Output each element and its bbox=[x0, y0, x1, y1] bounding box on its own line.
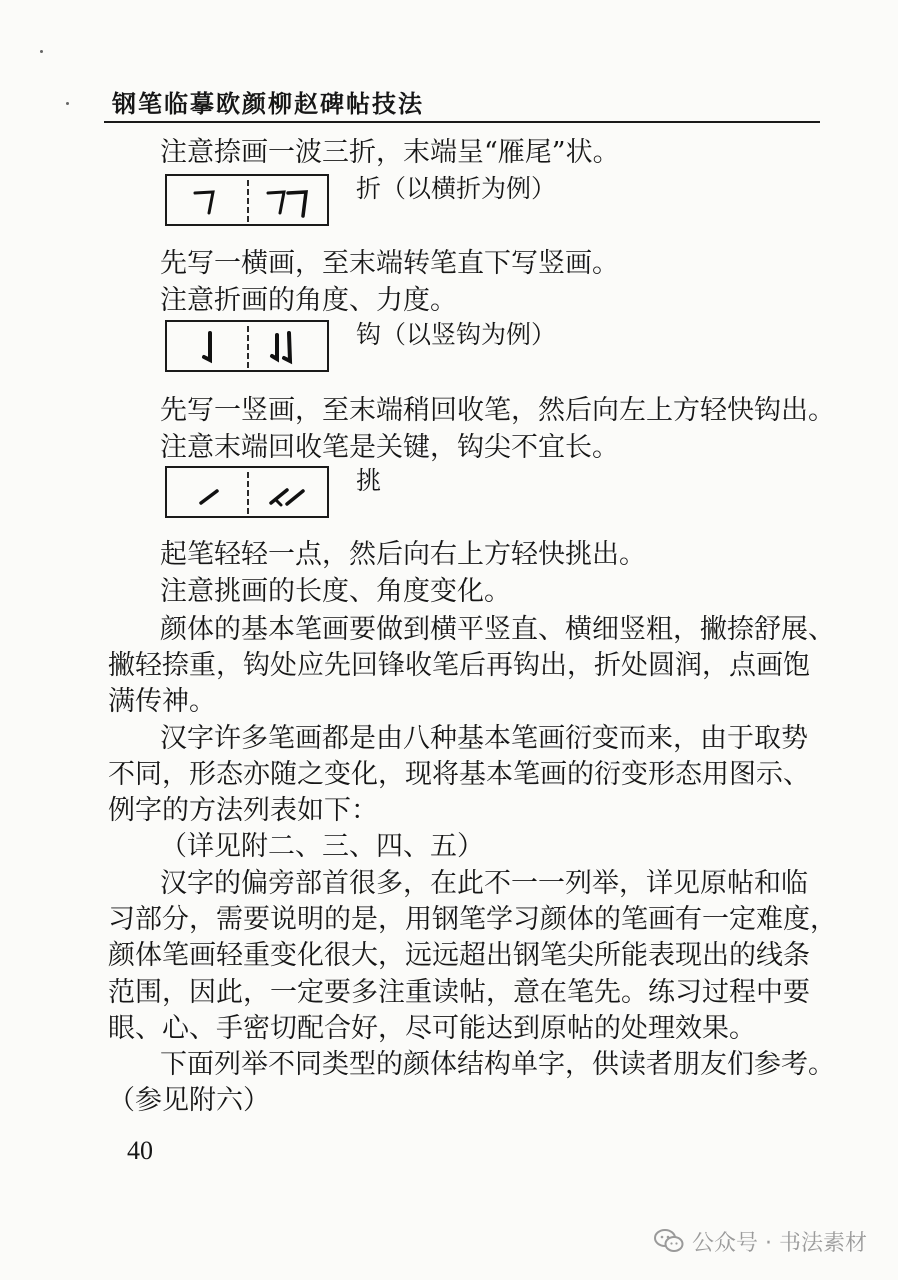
stroke-zhe-double bbox=[262, 181, 322, 221]
stroke-gou-single bbox=[192, 327, 232, 367]
watermark bbox=[654, 1226, 867, 1256]
stroke-zhe-single bbox=[189, 181, 229, 221]
paragraph-line: 汉字许多笔画都是由八种基本笔画衍变而来，由于取势 bbox=[160, 723, 808, 754]
paragraph-line: 颜体笔画轻重变化很大，远远超出钢笔尖所能表现出的线条 bbox=[108, 940, 810, 971]
box-divider bbox=[247, 472, 249, 514]
paragraph-line: 下面列举不同类型的颜体结构单字，供读者朋友们参考。 bbox=[160, 1049, 835, 1080]
paragraph-line: 撇轻捺重，钩处应先回锋收笔后再钩出，折处圆润，点画饱 bbox=[108, 650, 810, 681]
box-divider bbox=[247, 180, 249, 222]
stroke-example-box-tiao bbox=[165, 466, 329, 518]
stroke-gou-double bbox=[265, 327, 325, 367]
paragraph-line: 不同，形态亦随之变化，现将基本笔画的衍变形态用图示、 bbox=[108, 759, 810, 790]
page-number: 40 bbox=[127, 1136, 153, 1165]
paragraph-line: 例字的方法列表如下： bbox=[108, 795, 378, 826]
paragraph-line: 习部分，需要说明的是，用钢笔学习颜体的笔画有一定难度， bbox=[108, 904, 837, 935]
text-line: 先写一竖画，至末端稍回收笔，然后向左上方轻快钩出。 bbox=[160, 395, 835, 426]
paragraph-line: 满传神。 bbox=[108, 686, 216, 717]
paragraph-line: 眼、心、手密切配合好，尽可能达到原帖的处理效果。 bbox=[108, 1013, 756, 1044]
paragraph-line: 汉字的偏旁部首很多，在此不一一列举，详见原帖和临 bbox=[160, 868, 808, 899]
paragraph-line: （详见附二、三、四、五） bbox=[160, 831, 484, 862]
header-rule bbox=[104, 121, 820, 123]
paragraph-line: （参见附六） bbox=[108, 1085, 270, 1116]
text-line: 先写一横画，至末端转笔直下写竖画。 bbox=[160, 248, 619, 279]
stroke-example-box-zhe bbox=[165, 174, 329, 226]
box-label-tiao: 挑 bbox=[356, 466, 382, 495]
text-line: 注意挑画的长度、角度变化。 bbox=[160, 576, 511, 607]
ink-speck bbox=[40, 50, 43, 53]
text-line: 注意末端回收笔是关键，钩尖不宜长。 bbox=[160, 432, 619, 463]
box-label-gou: 钩（以竖钩为例） bbox=[356, 320, 557, 349]
paragraph-line: 颜体的基本笔画要做到横平竖直、横细竖粗，撇捺舒展、 bbox=[160, 614, 835, 645]
running-header: 钢笔临摹欧颜柳赵碑帖技法 bbox=[112, 90, 424, 118]
watermark-text: 公众号 · 书法素材 bbox=[692, 1230, 867, 1256]
paragraph-line: 范围，因此，一定要多注重读帖，意在笔先。练习过程中要 bbox=[108, 977, 810, 1008]
stroke-tiao-single bbox=[191, 473, 231, 513]
wechat-icon bbox=[654, 1228, 684, 1254]
text-line: 起笔轻轻一点，然后向右上方轻快挑出。 bbox=[160, 539, 646, 570]
text-line: 注意捺画一波三折，末端呈“雁尾”状。 bbox=[160, 137, 620, 168]
box-label-zhe: 折（以横折为例） bbox=[356, 174, 557, 203]
text-line: 注意折画的角度、力度。 bbox=[160, 285, 457, 316]
stroke-example-box-gou bbox=[165, 320, 329, 372]
box-divider bbox=[247, 326, 249, 368]
stroke-tiao-double bbox=[263, 473, 323, 513]
ink-speck bbox=[66, 102, 69, 105]
